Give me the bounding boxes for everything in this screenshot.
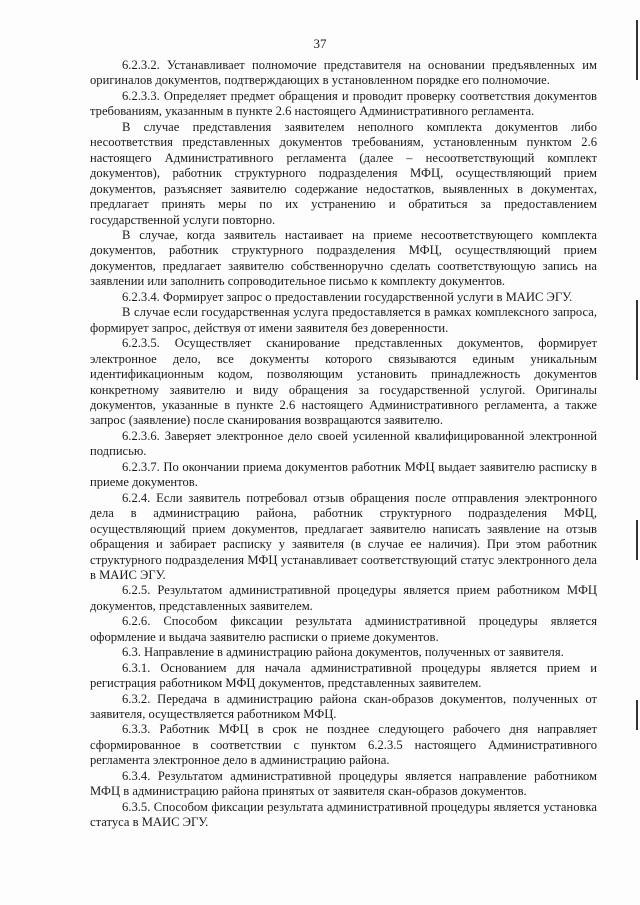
scan-edge-mark: [636, 20, 638, 80]
paragraph-6-2-3-5: 6.2.3.5. Осуществляет сканирование представленных документов, формирует электронное дело, все документы которого связываются единым уникальным идентификационным кодом, позволяющим установить принадлежность документов конкретному заявителю и виду обращения за государственной услугой. Оригиналы документов, указанные в пункте 2.6 настоящего Административного регламента, а также запрос (заявление) после сканирования возвращаются заявителю.: [90, 336, 597, 428]
paragraph-6-2-3-4: 6.2.3.4. Формирует запрос о предоставлении государственной услуги в МАИС ЭГУ.: [122, 289, 573, 304]
paragraph-6-2-3-2: 6.2.3.2. Устанавливает полномочие представителя на основании предъявленных им оригиналов документов, подтверждающих в установленном порядке его полномочие.: [90, 58, 597, 88]
paragraph-6-3-1: 6.3.1. Основанием для начала административной процедуры является прием и регистрация работником МФЦ документов, представленных заявителем.: [90, 660, 597, 691]
scan-edge-mark: [636, 300, 638, 380]
page-number: 37: [313, 36, 327, 51]
document-body: [90, 58, 597, 831]
paragraph-6-2-4: 6.2.4. Если заявитель потребовал отзыв обращения после отправления электронного дела в администрацию района, работник структурного подразделения МФЦ, осуществляющий прием документов, предлагает заявителю написать заявление на отзыв обращения и забирает расписку у заявителя (в случае ее наличия). При этом работник структурного подразделения МФЦ устанавливает соответствующий статус электронного дела в МАИС ЭГУ.: [90, 490, 597, 582]
paragraph-applicant-insists: В случае, когда заявитель настаивает на приеме несоответствующего комплекта документов, работник структурного подразделения МФЦ, осуществляющий прием документов, предлагает заявителю собственноручно сделать соответствующую запись на заявлении или заполнить сопроводительное письмо к комплекту документов.: [90, 227, 597, 289]
paragraph-6-3-5: 6.3.5. Способом фиксации результата административной процедуры является установка статуса в МАИС ЭГУ.: [90, 799, 597, 830]
paragraph-6-2-3-7: 6.2.3.7. По окончании приема документов работник МФЦ выдает заявителю расписку в приеме документов.: [90, 459, 597, 490]
paragraph-6-2-3-6: 6.2.3.6. Заверяет электронное дело своей усиленной квалифицированной электронной подписью.: [90, 428, 597, 459]
paragraph-6-3-3: 6.3.3. Работник МФЦ в срок не позднее следующего рабочего дня направляет сформированное в соответствии с пунктом 6.2.3.5 настоящего Административного регламента электронное дело в администрацию района.: [90, 722, 597, 768]
paragraph-6-3: 6.3. Направление в администрацию района документов, полученных от заявителя.: [122, 645, 564, 660]
paragraph-6-2-6: 6.2.6. Способом фиксации результата административной процедуры является оформление и выдача заявителю расписки о приеме документов.: [90, 614, 597, 644]
scan-edge-mark: [636, 700, 638, 730]
scan-edge-mark: [636, 520, 638, 560]
scan-edge-marks: [630, 0, 640, 905]
paragraph-6-2-3-3: 6.2.3.3. Определяет предмет обращения и проводит проверку соответствия документов требованиям, указанным в пункте 2.6 настоящего Административного регламента.: [90, 88, 597, 119]
paragraph-6-2-5: 6.2.5. Результатом административной процедуры является прием работником МФЦ документов, представленных заявителем.: [90, 583, 597, 613]
paragraph-6-3-4: 6.3.4. Результатом административной процедуры является направление работником МФЦ в администрацию района принятых от заявителя скан-образов документов.: [90, 768, 597, 799]
paragraph-complex-request: В случае если государственная услуга предоставляется в рамках комплексного запроса, формирует запрос, действуя от имени заявителя без доверенности.: [90, 305, 597, 335]
paragraph-6-3-2: 6.3.2. Передача в администрацию района скан-образов документов, полученных от заявителя, осуществляется работником МФЦ.: [90, 691, 597, 722]
paragraph-incomplete-set: В случае представления заявителем неполного комплекта документов либо несоответствия представленных документов требованиям, установленным пунктом 2.6 настоящего Административного регламента (далее – несоответствующий комплект документов), работник структурного подразделения МФЦ, осуществляющий прием документов, разъясняет заявителю содержание недостатков, выявленных в документах, предлагает принять меры по их устранению и обратиться за предоставлением государственной услуги повторно.: [90, 119, 597, 227]
